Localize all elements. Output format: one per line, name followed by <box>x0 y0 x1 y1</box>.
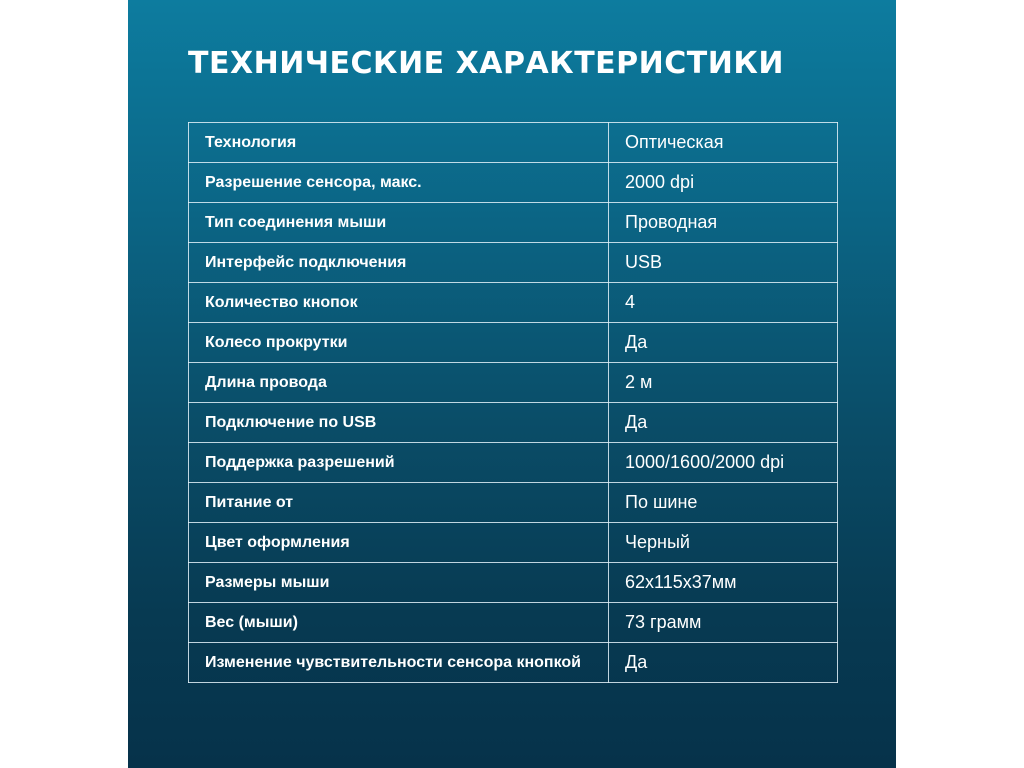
spec-label: Колесо прокрутки <box>189 323 609 363</box>
spec-value: 62x115x37мм <box>609 563 838 603</box>
spec-label: Размеры мыши <box>189 563 609 603</box>
page-title: ТЕХНИЧЕСКИЕ ХАРАКТЕРИСТИКИ <box>188 46 784 81</box>
spec-value: Оптическая <box>609 123 838 163</box>
spec-label: Изменение чувствительности сенсора кнопкой <box>189 643 609 683</box>
spec-value: По шине <box>609 483 838 523</box>
spec-value: 2000 dpi <box>609 163 838 203</box>
spec-label: Вес (мыши) <box>189 603 609 643</box>
spec-value: Да <box>609 323 838 363</box>
table-row <box>189 643 838 683</box>
spec-label: Питание от <box>189 483 609 523</box>
table-row <box>189 283 838 323</box>
spec-label: Разрешение сенсора, макс. <box>189 163 609 203</box>
table-row <box>189 123 838 163</box>
table-row <box>189 163 838 203</box>
spec-value: 4 <box>609 283 838 323</box>
spec-label: Цвет оформления <box>189 523 609 563</box>
table-row <box>189 603 838 643</box>
spec-label: Технология <box>189 123 609 163</box>
spec-value: 1000/1600/2000 dpi <box>609 443 838 483</box>
spec-label: Тип соединения мыши <box>189 203 609 243</box>
spec-table <box>188 122 838 683</box>
spec-label: Подключение по USB <box>189 403 609 443</box>
table-row <box>189 563 838 603</box>
spec-label: Длина провода <box>189 363 609 403</box>
spec-value: USB <box>609 243 838 283</box>
spec-label: Количество кнопок <box>189 283 609 323</box>
spec-value: Да <box>609 643 838 683</box>
spec-value: Да <box>609 403 838 443</box>
spec-value: Проводная <box>609 203 838 243</box>
spec-value: 73 грамм <box>609 603 838 643</box>
table-row <box>189 203 838 243</box>
spec-value: 2 м <box>609 363 838 403</box>
table-row <box>189 483 838 523</box>
spec-label: Поддержка разрешений <box>189 443 609 483</box>
table-row <box>189 403 838 443</box>
table-row <box>189 243 838 283</box>
table-row <box>189 363 838 403</box>
table-row <box>189 443 838 483</box>
table-row <box>189 323 838 363</box>
spec-value: Черный <box>609 523 838 563</box>
spec-panel <box>128 0 896 768</box>
table-row <box>189 523 838 563</box>
spec-label: Интерфейс подключения <box>189 243 609 283</box>
